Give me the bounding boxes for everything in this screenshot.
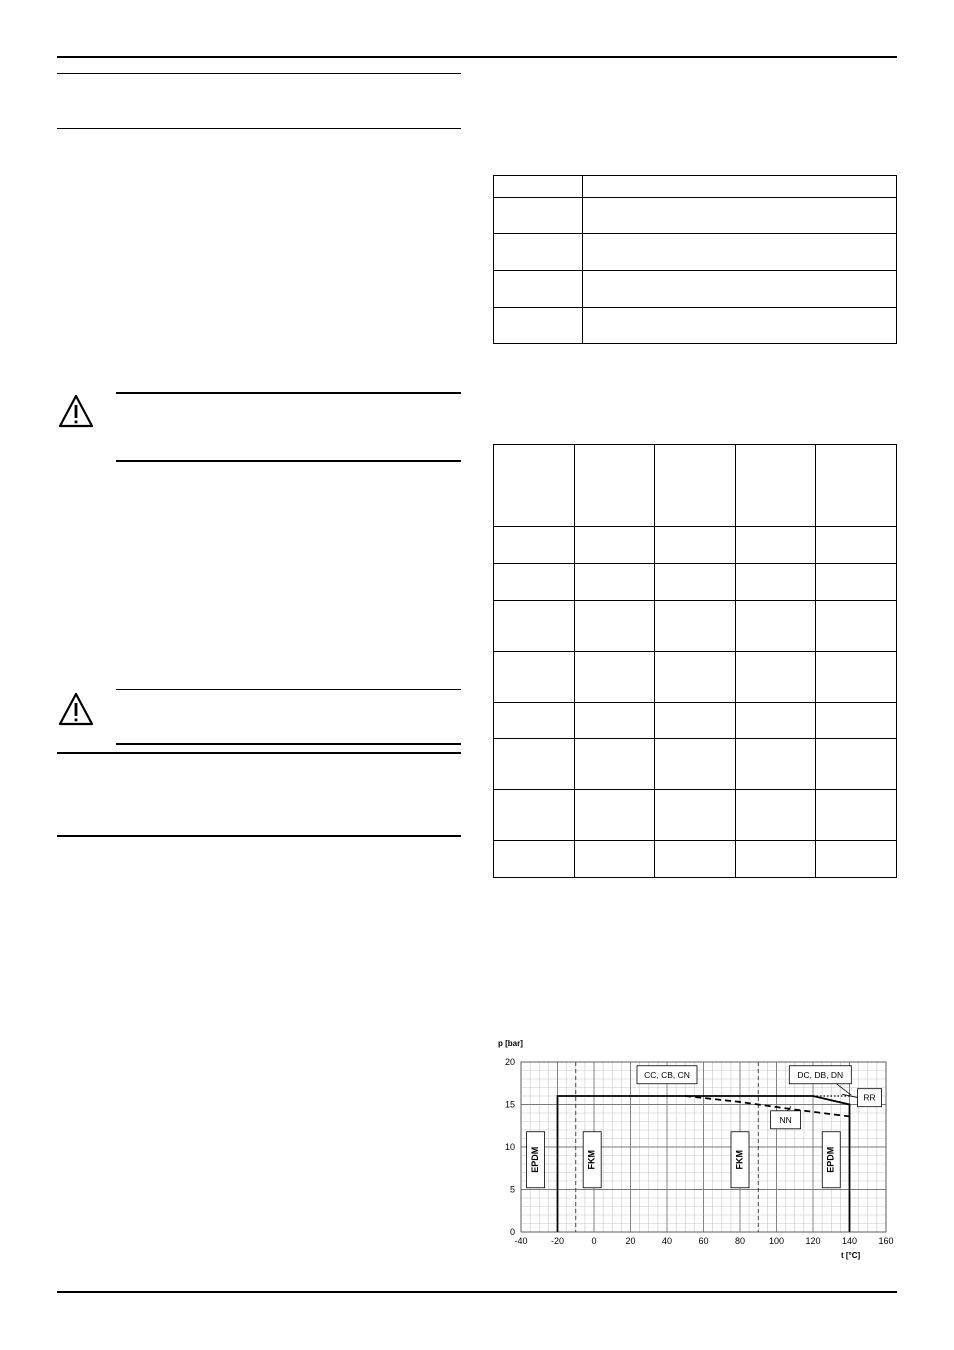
table-cell xyxy=(816,739,897,790)
table-cell xyxy=(655,739,736,790)
section-rule xyxy=(57,835,461,837)
x-tick-label: 40 xyxy=(661,1236,673,1246)
table-cell xyxy=(583,176,897,198)
footer-rule xyxy=(57,1291,897,1293)
callout-label: DC, DB, DN xyxy=(797,1069,844,1080)
table-cell xyxy=(816,601,897,652)
x-tick-label: 0 xyxy=(591,1236,597,1246)
table-cell xyxy=(655,564,736,601)
warning-icon xyxy=(58,394,94,428)
table-cell xyxy=(574,790,655,841)
region-label: FKM xyxy=(586,1150,597,1170)
warning-rule-top xyxy=(116,392,461,394)
table-row xyxy=(494,564,897,601)
table-cell xyxy=(655,601,736,652)
section-rule xyxy=(57,752,461,754)
table-row xyxy=(494,652,897,703)
callout-label: RR xyxy=(863,1092,876,1103)
table-cell xyxy=(574,652,655,703)
table-cell xyxy=(816,652,897,703)
table-cell xyxy=(494,601,575,652)
table-cell xyxy=(574,739,655,790)
table-cell xyxy=(494,841,575,878)
table-cell xyxy=(494,703,575,739)
callout-label: NN xyxy=(779,1114,792,1125)
table-cell xyxy=(816,564,897,601)
table-row xyxy=(494,176,897,198)
table-cell xyxy=(655,790,736,841)
table-cell xyxy=(735,445,816,527)
material-table xyxy=(493,444,897,878)
x-tick-label: 160 xyxy=(878,1236,894,1246)
region-label: FKM xyxy=(734,1150,745,1170)
table-row xyxy=(494,198,897,234)
y-tick-label: 0 xyxy=(509,1227,515,1237)
region-label: EPDM xyxy=(825,1146,836,1173)
table-cell xyxy=(816,527,897,564)
table-cell xyxy=(583,271,897,308)
table-row xyxy=(494,739,897,790)
table-cell xyxy=(735,601,816,652)
table-cell xyxy=(574,445,655,527)
table-cell xyxy=(494,790,575,841)
table-row xyxy=(494,527,897,564)
x-tick-label: 60 xyxy=(698,1236,709,1246)
y-tick-label: 15 xyxy=(504,1099,515,1110)
table-cell xyxy=(494,176,583,198)
x-tick-label: -20 xyxy=(550,1236,565,1246)
table-row xyxy=(494,445,897,527)
table-cell xyxy=(583,308,897,344)
table-row xyxy=(494,271,897,308)
table-cell xyxy=(816,703,897,739)
table-cell xyxy=(494,234,583,271)
table-cell xyxy=(574,564,655,601)
table-cell xyxy=(494,564,575,601)
pressure-temperature-chart xyxy=(476,1034,906,1270)
table-cell xyxy=(574,841,655,878)
table-row xyxy=(494,703,897,739)
table-cell xyxy=(655,527,736,564)
x-axis-label: t [°C] xyxy=(841,1251,861,1260)
table-cell xyxy=(816,841,897,878)
region-label: EPDM xyxy=(529,1146,540,1173)
warning-icon xyxy=(58,692,94,726)
y-tick-label: 5 xyxy=(509,1184,515,1195)
table-cell xyxy=(583,234,897,271)
section-rule xyxy=(57,128,461,129)
table-cell xyxy=(735,527,816,564)
table-cell xyxy=(494,739,575,790)
table-cell xyxy=(583,198,897,234)
table-row xyxy=(494,308,897,344)
table-cell xyxy=(735,564,816,601)
y-axis-label: p [bar] xyxy=(498,1039,523,1048)
warning-rule-bottom xyxy=(116,743,461,745)
code-table xyxy=(493,175,897,344)
table-cell xyxy=(735,841,816,878)
table-cell xyxy=(655,703,736,739)
table-cell xyxy=(494,271,583,308)
table-row xyxy=(494,234,897,271)
section-rule xyxy=(57,73,461,74)
table-cell xyxy=(494,652,575,703)
x-tick-label: 80 xyxy=(734,1236,746,1246)
table-cell xyxy=(655,445,736,527)
table-cell xyxy=(816,445,897,527)
callout-label: CC, CB, CN xyxy=(644,1069,690,1080)
table-cell xyxy=(574,601,655,652)
table-row xyxy=(494,601,897,652)
table-row xyxy=(494,841,897,878)
table-cell xyxy=(494,527,575,564)
table-cell xyxy=(735,790,816,841)
header-rule xyxy=(57,56,897,58)
table-row xyxy=(494,790,897,841)
table-cell xyxy=(494,198,583,234)
x-tick-label: 20 xyxy=(625,1236,636,1246)
x-tick-label: -40 xyxy=(514,1236,528,1246)
table-cell xyxy=(655,841,736,878)
y-tick-label: 20 xyxy=(504,1057,515,1067)
warning-rule-top xyxy=(116,689,461,690)
x-tick-label: 140 xyxy=(841,1236,858,1246)
table-cell xyxy=(816,790,897,841)
table-cell xyxy=(735,703,816,739)
table-cell xyxy=(735,739,816,790)
table-cell xyxy=(735,652,816,703)
table-cell xyxy=(494,445,575,527)
table-cell xyxy=(574,703,655,739)
table-cell xyxy=(494,308,583,344)
table-cell xyxy=(655,652,736,703)
table-cell xyxy=(574,527,655,564)
warning-rule-bottom xyxy=(116,460,461,462)
y-tick-label: 10 xyxy=(504,1142,515,1152)
x-tick-label: 100 xyxy=(768,1236,785,1246)
x-tick-label: 120 xyxy=(805,1236,821,1246)
